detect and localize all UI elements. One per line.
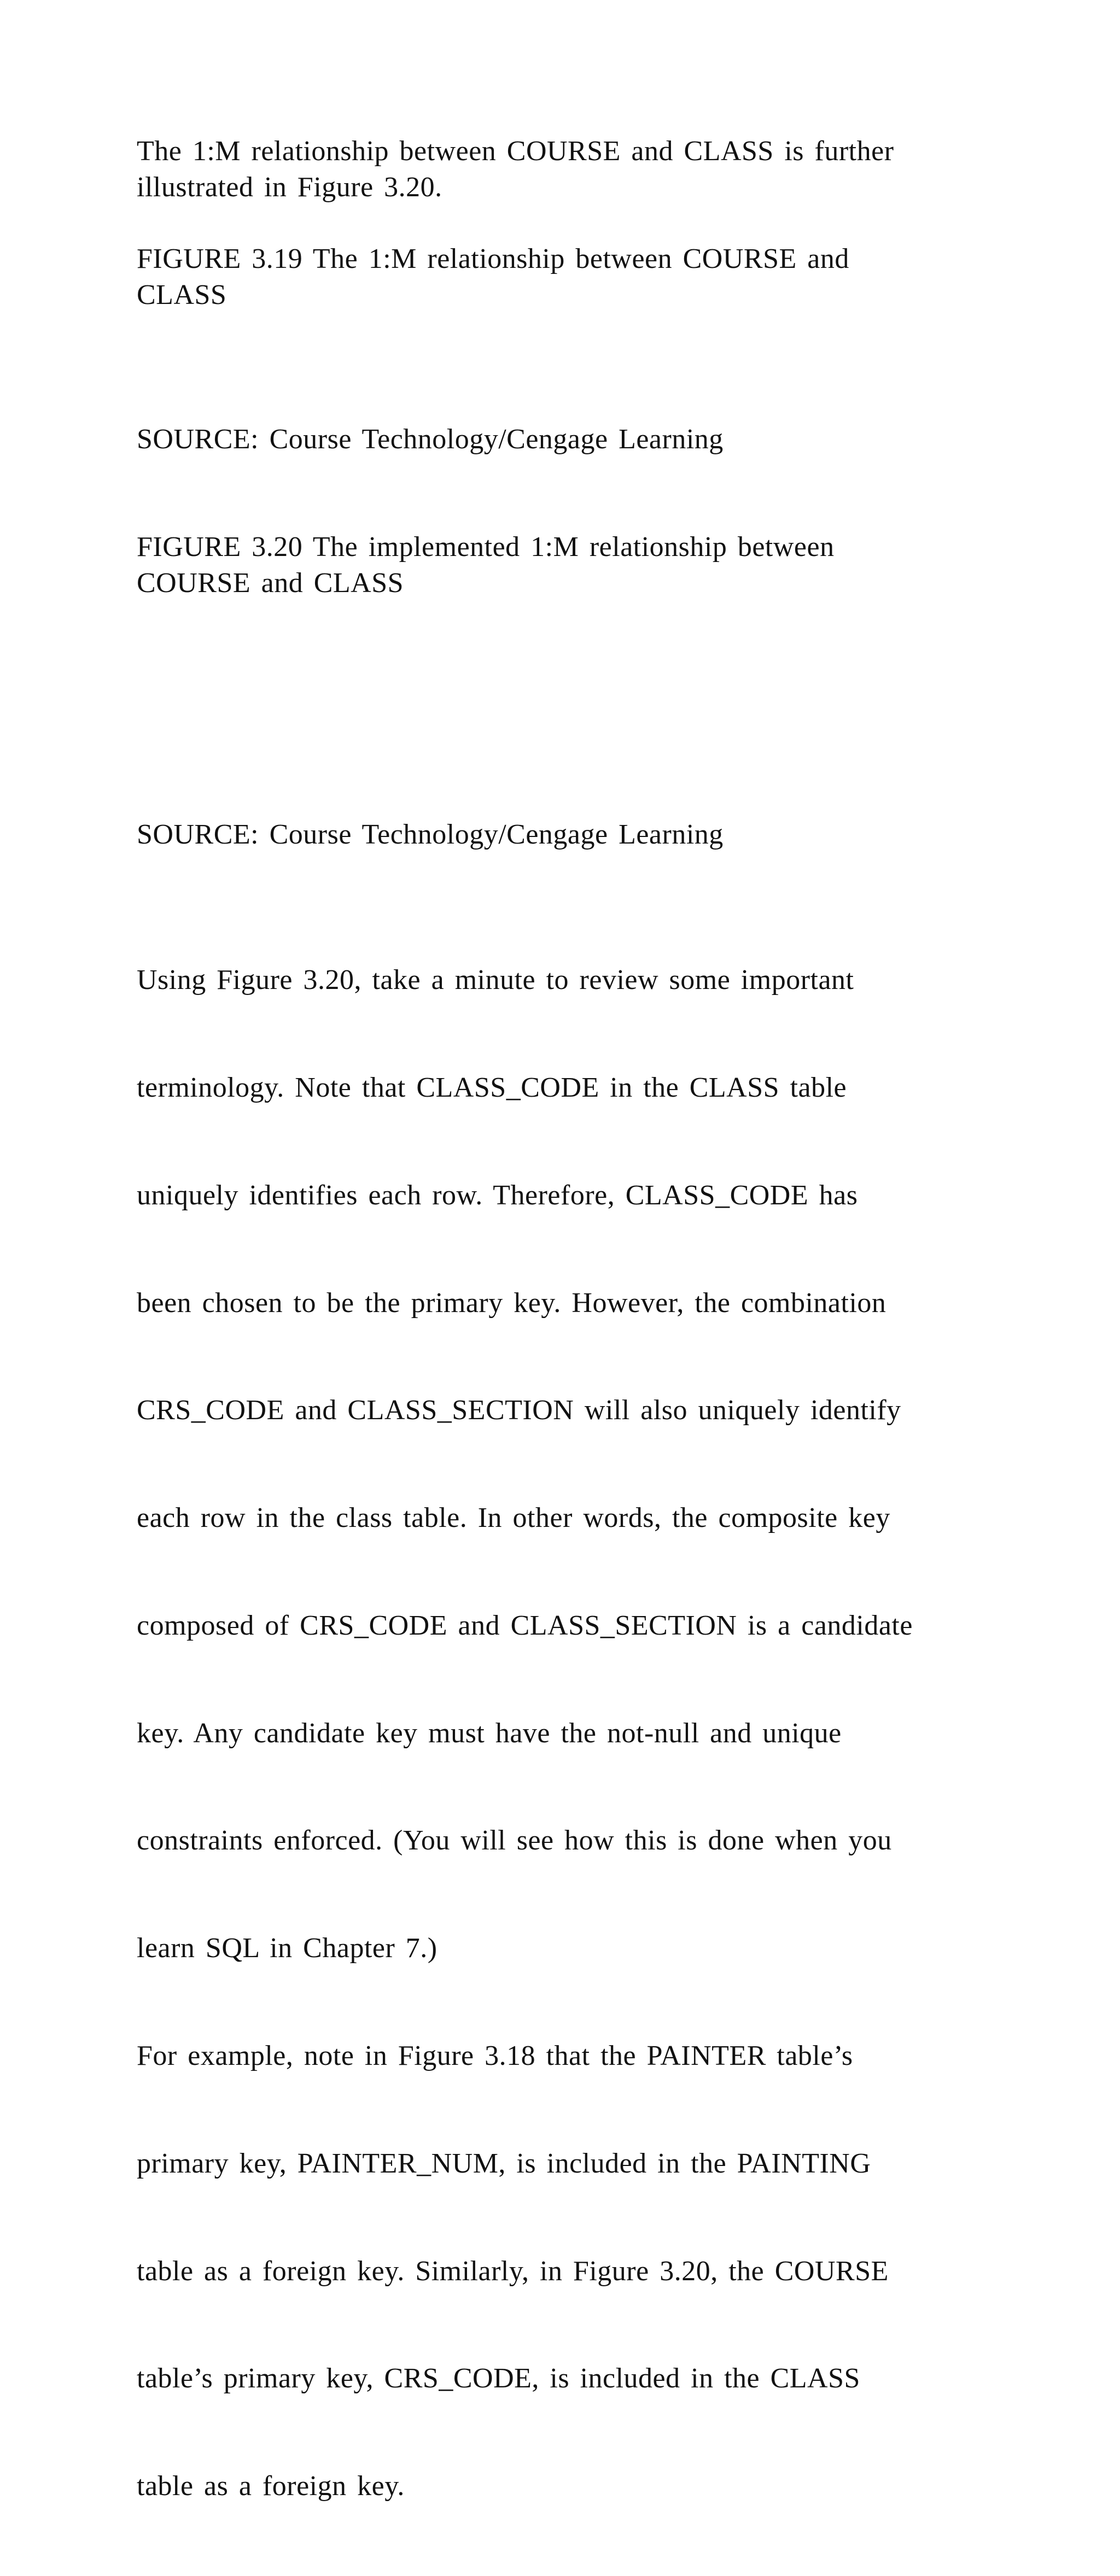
intro-line-1: The 1:M relationship between COURSE and CLASS is further: [137, 136, 894, 167]
body-line: key. Any candidate key must have the not-null and unique: [137, 1717, 842, 1749]
body-line: table as a foreign key.: [137, 2470, 405, 2502]
figure-3-19-caption-line-2: CLASS: [137, 279, 227, 311]
body-line: table’s primary key, CRS_CODE, is included in the CLASS: [137, 2363, 860, 2394]
body-line: Using Figure 3.20, take a minute to review some important: [137, 964, 854, 996]
body-line: For example, note in Figure 3.18 that the PAINTER table’s: [137, 2040, 853, 2071]
figure-3-19-source: SOURCE: Course Technology/Cengage Learning: [137, 424, 724, 455]
figure-3-20-caption-line-1: FIGURE 3.20 The implemented 1:M relationship between: [137, 531, 835, 563]
body-line: uniquely identifies each row. Therefore, CLASS_CODE has: [137, 1179, 858, 1211]
figure-3-20-caption-line-2: COURSE and CLASS: [137, 567, 404, 599]
body-line: each row in the class table. In other words, the composite key: [137, 1502, 890, 1534]
body-line: been chosen to be the primary key. However, the combination: [137, 1287, 886, 1319]
body-line: CRS_CODE and CLASS_SECTION will also uniquely identify: [137, 1395, 901, 1426]
body-text: [137, 891, 990, 2576]
body-line: table as a foreign key. Similarly, in Figure 3.20, the COURSE: [137, 2255, 889, 2287]
body-line: constraints enforced. (You will see how this is done when you: [137, 1825, 892, 1857]
intro-line-2: illustrated in Figure 3.20.: [137, 172, 442, 203]
figure-3-20-source: SOURCE: Course Technology/Cengage Learning: [137, 819, 724, 850]
body-line: primary key, PAINTER_NUM, is included in the PAINTING: [137, 2147, 871, 2179]
figure-3-19-caption-line-1: FIGURE 3.19 The 1:M relationship between COURSE and: [137, 243, 849, 274]
body-line: learn SQL in Chapter 7.): [137, 1933, 438, 1964]
body-line: terminology. Note that CLASS_CODE in the CLASS table: [137, 1072, 847, 1103]
body-line: composed of CRS_CODE and CLASS_SECTION is a candidate: [137, 1609, 913, 1641]
